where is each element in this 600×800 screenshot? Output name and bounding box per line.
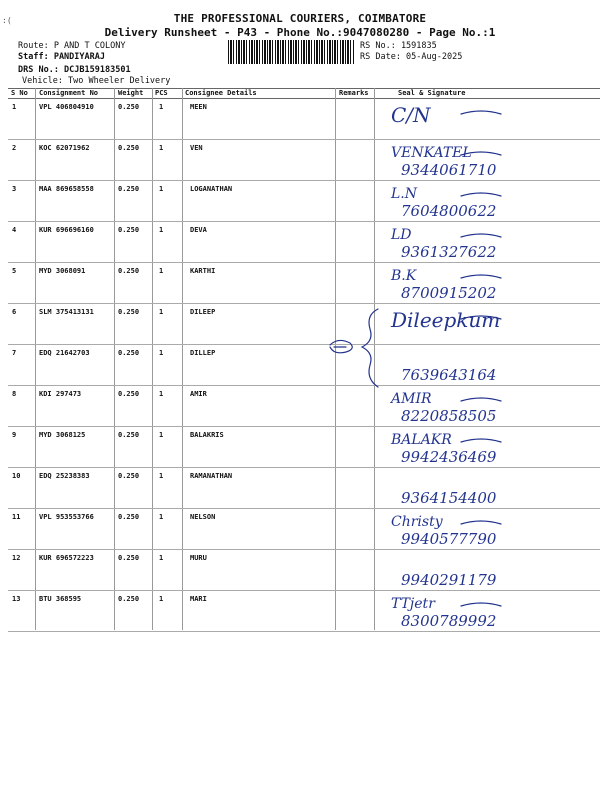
cell-pcs: 1 (159, 103, 164, 111)
cell-sno: 7 (12, 349, 17, 357)
cell-consignment: KDI 297473 (39, 390, 82, 398)
handwritten-phone: 9940577790 (401, 530, 497, 548)
cell-pcs: 1 (159, 185, 164, 193)
signature-area (381, 467, 600, 508)
header-weight: Weight (118, 89, 144, 97)
signature-area (381, 508, 600, 549)
table-row (8, 180, 600, 221)
cell-weight: 0.250 (118, 554, 140, 562)
cell-pcs: 1 (159, 308, 164, 316)
cell-weight: 0.250 (118, 472, 140, 480)
cell-weight: 0.250 (118, 103, 140, 111)
cell-pcs: 1 (159, 267, 164, 275)
handwritten-phone: 8700915202 (401, 284, 497, 302)
signature-area (381, 98, 600, 139)
cell-consignee: DEVA (190, 226, 207, 234)
cell-pcs: 1 (159, 513, 164, 521)
cell-sno: 10 (12, 472, 21, 480)
cell-consignment: KUR 696572223 (39, 554, 94, 562)
barcode (228, 40, 354, 64)
table-row (8, 590, 600, 631)
header-sno: S No (11, 89, 28, 97)
cell-consignment: MAA 869658558 (39, 185, 94, 193)
cell-consignee: BALAKRIS (190, 431, 224, 439)
handwritten-signature-name: C/N (391, 103, 431, 127)
table-row (8, 303, 600, 344)
rs-date: RS Date: 05-Aug-2025 (360, 52, 463, 62)
cell-consignee: VEN (190, 144, 203, 152)
table-row (8, 467, 600, 508)
cell-consignee: MURU (190, 554, 207, 562)
row-divider (8, 631, 600, 632)
cell-sno: 4 (12, 226, 17, 234)
cell-consignee: RAMANATHAN (190, 472, 233, 480)
handwritten-signature-name: LD (391, 227, 412, 243)
cell-sno: 3 (12, 185, 17, 193)
cell-weight: 0.250 (118, 513, 140, 521)
cell-weight: 0.250 (118, 267, 140, 275)
cell-sno: 13 (12, 595, 21, 603)
company-title: THE PROFESSIONAL COURIERS, COIMBATORE (173, 12, 427, 25)
signature-flourish (461, 439, 501, 442)
cell-weight: 0.250 (118, 226, 140, 234)
signature-area (381, 590, 600, 631)
signature-flourish (461, 111, 501, 114)
cell-pcs: 1 (159, 472, 164, 480)
cell-consignment: VPL 406804910 (39, 103, 94, 111)
cell-consignment: MYD 3068091 (39, 267, 86, 275)
cell-consignee: MEEN (190, 103, 207, 111)
handwritten-phone: 8300789992 (401, 612, 497, 630)
signature-flourish (461, 603, 501, 606)
table-row (8, 221, 600, 262)
table-row (8, 139, 600, 180)
cell-pcs: 1 (159, 595, 164, 603)
staff-label: Staff: PANDIYARAJ (18, 52, 105, 62)
cell-pcs: 1 (159, 226, 164, 234)
table-row (8, 262, 600, 303)
table-row (8, 426, 600, 467)
route-label: Route: P AND T COLONY (18, 41, 126, 51)
cell-sno: 12 (12, 554, 21, 562)
table-row (8, 98, 600, 139)
signature-area (381, 139, 600, 180)
signature-area (381, 180, 600, 221)
handwritten-signature-name: VENKATEL (391, 145, 472, 161)
signature-area (381, 262, 600, 303)
cell-consignment: VPL 953553766 (39, 513, 94, 521)
handwritten-phone: 9344061710 (401, 161, 497, 179)
cell-consignee: DILLEP (190, 349, 216, 357)
cell-consignment: MYD 3068125 (39, 431, 86, 439)
cell-weight: 0.250 (118, 431, 140, 439)
cell-consignee: MARI (190, 595, 207, 603)
header-consignment: Consignment No (39, 89, 99, 97)
signature-flourish (461, 521, 501, 524)
cell-sno: 2 (12, 144, 17, 152)
signature-area (381, 303, 600, 344)
cell-sno: 5 (12, 267, 17, 275)
handwritten-signature-name: B.K (391, 268, 417, 284)
header-remarks: Remarks (339, 89, 369, 97)
table-row (8, 385, 600, 426)
signature-area (381, 549, 600, 590)
cell-weight: 0.250 (118, 349, 140, 357)
cell-pcs: 1 (159, 554, 164, 562)
cell-consignment: KOC 62071962 (39, 144, 90, 152)
cell-sno: 1 (12, 103, 17, 111)
signature-area (381, 344, 600, 385)
handwritten-phone: 9942436469 (401, 448, 497, 466)
scan-mark: :( (2, 16, 12, 25)
cell-weight: 0.250 (118, 595, 140, 603)
signature-flourish (461, 275, 501, 278)
cell-consignment: EDQ 25238383 (39, 472, 90, 480)
signature-flourish (461, 193, 501, 196)
handwritten-signature-name: Christy (391, 514, 443, 530)
cell-pcs: 1 (159, 431, 164, 439)
signature-area (381, 426, 600, 467)
cell-weight: 0.250 (118, 390, 140, 398)
delivery-table (8, 88, 600, 632)
handwritten-phone: 9361327622 (401, 243, 497, 261)
signature-area (381, 221, 600, 262)
cell-consignment: EDQ 21642703 (39, 349, 90, 357)
header-pcs: PCS (155, 89, 168, 97)
signature-flourish (461, 234, 501, 237)
cell-sno: 9 (12, 431, 17, 439)
handwritten-phone: 7639643164 (401, 366, 497, 384)
drs-number: DRS No.: DCJB159183501 (18, 65, 131, 75)
handwritten-phone: 8220858505 (401, 407, 497, 425)
cell-consignee: AMIR (190, 390, 207, 398)
handwritten-phone: 7604800622 (401, 202, 497, 220)
cell-consignment: BTU 368595 (39, 595, 82, 603)
handwritten-phone: 9364154400 (401, 489, 497, 507)
cell-sno: 8 (12, 390, 17, 398)
handwritten-signature-name: Dileepkum (391, 308, 501, 332)
header-seal-signature: Seal & Signature (398, 89, 466, 97)
rs-number: RS No.: 1591835 (360, 41, 437, 51)
cell-pcs: 1 (159, 390, 164, 398)
cell-consignment: SLM 375413131 (39, 308, 94, 316)
handwritten-signature-name: L.N (391, 186, 417, 202)
cell-sno: 6 (12, 308, 17, 316)
cell-pcs: 1 (159, 349, 164, 357)
cell-weight: 0.250 (118, 308, 140, 316)
handwritten-brace-mark (326, 305, 386, 395)
table-row (8, 344, 600, 385)
header-consignee: Consignee Details (185, 89, 257, 97)
handwritten-phone: 9940291179 (401, 571, 497, 589)
handwritten-signature-name: BALAKR (391, 432, 452, 448)
cell-consignee: LOGANATHAN (190, 185, 233, 193)
cell-sno: 11 (12, 513, 21, 521)
cell-consignee: KARTHI (190, 267, 216, 275)
cell-consignee: DILEEP (190, 308, 216, 316)
signature-flourish (461, 398, 501, 401)
cell-consignment: KUR 696696160 (39, 226, 94, 234)
runsheet-title: Delivery Runsheet - P43 - Phone No.:9047080280 - Page No.:1 (104, 26, 496, 39)
vehicle-label: Vehicle: Two Wheeler Delivery (22, 76, 171, 86)
table-row (8, 549, 600, 590)
handwritten-signature-name: AMIR (391, 391, 432, 407)
cell-weight: 0.250 (118, 185, 140, 193)
signature-area (381, 385, 600, 426)
cell-pcs: 1 (159, 144, 164, 152)
cell-weight: 0.250 (118, 144, 140, 152)
cell-consignee: NELSON (190, 513, 216, 521)
table-row (8, 508, 600, 549)
handwritten-signature-name: TTjetr (391, 596, 435, 612)
